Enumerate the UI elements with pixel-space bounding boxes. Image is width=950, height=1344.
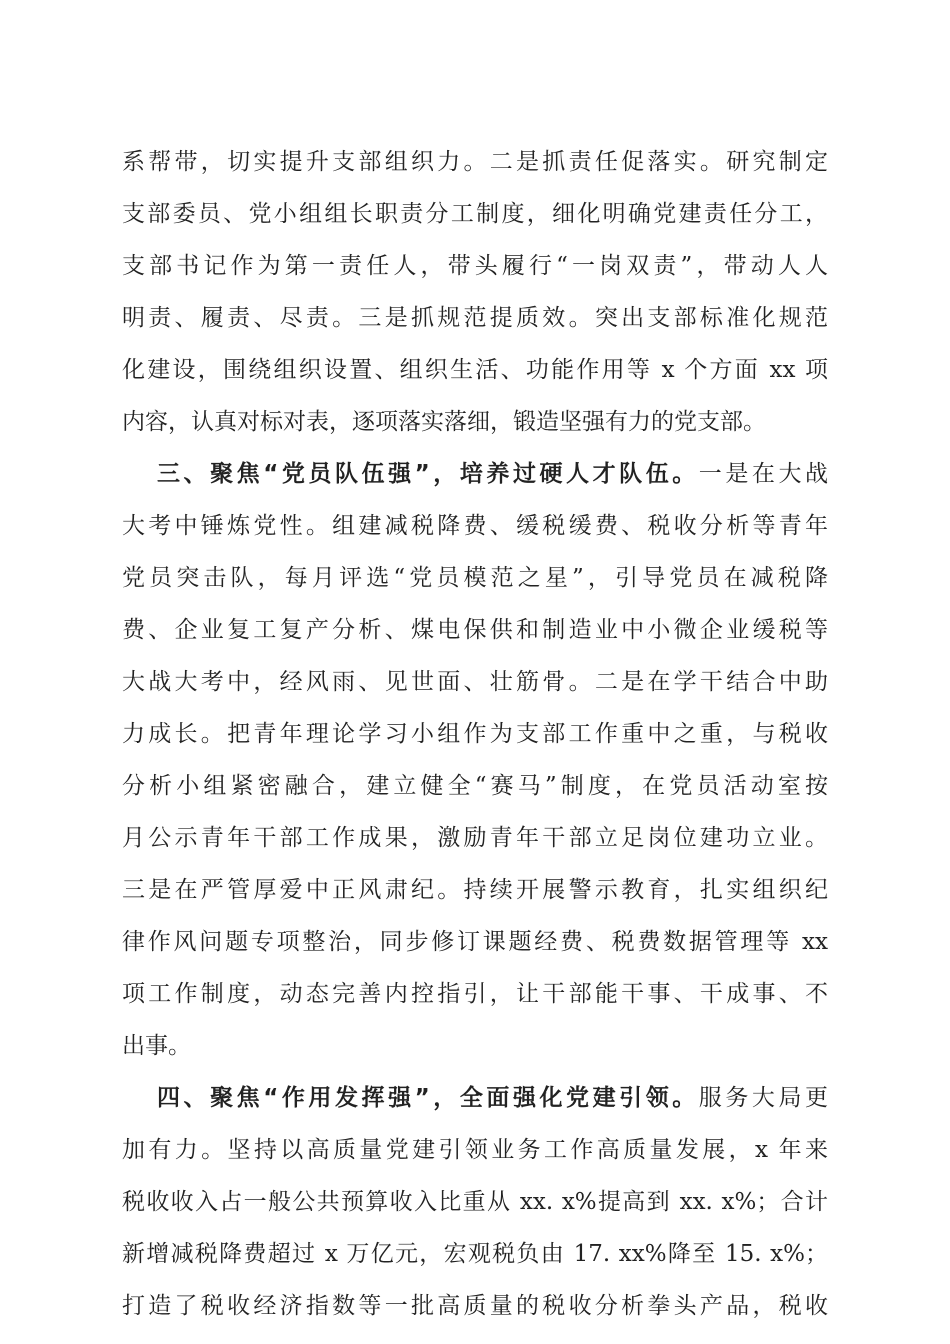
paragraph-line: 系帮带，切实提升支部组织力。二是抓责任促落实。研究制定 [122,149,828,175]
paragraph-line: 律作风问题专项整治，同步修订课题经费、税费数据管理等 xx [122,929,828,955]
paragraph-line: 三是在严管厚爱中正风肃纪。持续开展警示教育，扎实组织纪 [122,877,828,903]
paragraph-line: 支部委员、党小组组长职责分工制度，细化明确党建责任分工， [122,201,828,227]
paragraph-line: 月公示青年干部工作成果，激励青年干部立足岗位建功立业。 [122,825,828,851]
section-4-first-line [157,1078,828,1118]
paragraph-line: 支部书记作为第一责任人，带头履行“一岗双责”，带动人人 [122,253,828,279]
paragraph-line: 新增减税降费超过 x 万亿元，宏观税负由 17. xx%降至 15. x%； [122,1241,828,1267]
paragraph-line: 内容，认真对标对表，逐项落实落细，锻造坚强有力的党支部。 [122,409,766,435]
section-3-first-line [157,454,828,494]
paragraph-line: 大战大考中，经风雨、见世面、壮筋骨。二是在学干结合中助 [122,669,828,695]
paragraph-line: 税收收入占一般公共预算收入比重从 xx. x%提高到 xx. x%；合计 [122,1189,828,1215]
section-3-heading: 三、聚焦“党员队伍强”，培养过硬人才队伍。 [157,461,699,487]
section-4-heading: 四、聚焦“作用发挥强”，全面强化党建引领。 [157,1085,699,1111]
paragraph-line: 费、企业复工复产分析、煤电保供和制造业中小微企业缓税等 [122,617,828,643]
paragraph-line: 分析小组紧密融合，建立健全“赛马”制度，在党员活动室按 [122,773,828,799]
section-3-text: 一是在大战 [698,461,828,487]
paragraph-line: 化建设，围绕组织设置、组织生活、功能作用等 x 个方面 xx 项 [122,357,828,383]
paragraph-line: 力成长。把青年理论学习小组作为支部工作重中之重，与税收 [122,721,828,747]
paragraph-line: 项工作制度，动态完善内控指引，让干部能干事、干成事、不 [122,981,828,1007]
paragraph-line: 打造了税收经济指数等一批高质量的税收分析拳头产品，税收 [122,1293,828,1319]
paragraph-line: 大考中锤炼党性。组建减税降费、缓税缓费、税收分析等青年 [122,513,828,539]
paragraph-line: 明责、履责、尽责。三是抓规范提质效。突出支部标准化规范 [122,305,828,331]
section-4-text: 服务大局更 [698,1085,828,1111]
paragraph-line: 党员突击队，每月评选“党员模范之星”，引导党员在减税降 [122,565,828,591]
paragraph-line: 出事。 [122,1033,191,1059]
paragraph-line: 加有力。坚持以高质量党建引领业务工作高质量发展，x 年来 [122,1137,828,1163]
